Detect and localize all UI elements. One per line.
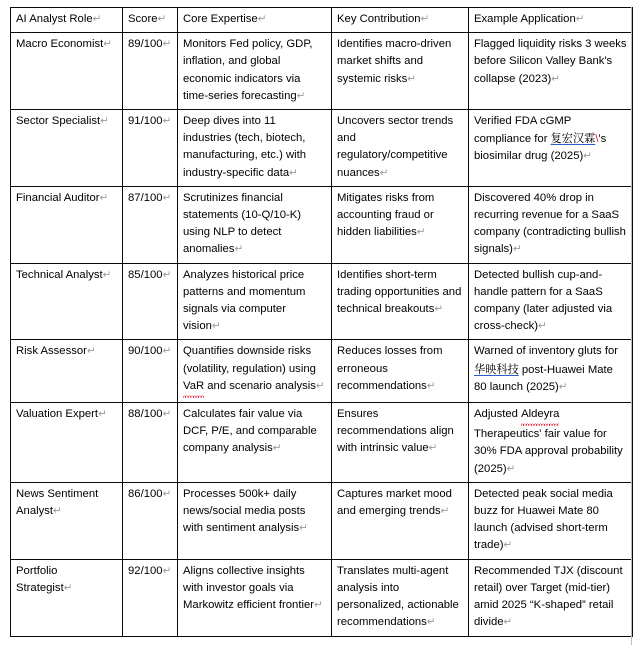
role-label: Risk Assessor [16,345,87,358]
spellcheck-mark-icon: \ [595,133,599,146]
cell-example-application[interactable] [469,110,633,187]
cell-core-expertise[interactable] [178,110,332,187]
paragraph-mark-icon: ↵ [157,13,167,25]
paragraph-mark-icon: ↵ [103,38,113,51]
table-row[interactable] [11,33,633,110]
paragraph-mark-icon: ↵ [100,115,109,128]
role-label: Sector Specialist [16,115,101,128]
core-expertise-text: Monitors Fed policy, GDP, inflation, and global economic indicators via time-series forecasting [183,38,313,102]
paragraph-mark-icon: ↵ [551,72,561,85]
cell-core-expertise[interactable] [178,263,332,340]
paragraph-mark-icon: ↵ [558,380,568,393]
paragraph-mark-icon: ↵ [86,345,96,358]
page-right-margin-line [631,7,632,645]
cell-example-application[interactable] [469,482,633,559]
paragraph-mark-icon: ↵ [426,616,436,629]
example-application-text: Recommended TJX (discount retail) over Target (mid-tier) amid 2025 “K-shaped” retail divide [474,564,623,629]
misspelled-term[interactable]: Aldeyra [521,406,559,426]
paragraph-mark-icon: ↵ [503,539,513,552]
cell-score[interactable] [123,559,178,636]
cell-score[interactable] [123,186,178,263]
cell-score[interactable] [123,263,178,340]
column-header-key-contribution [332,8,469,33]
hyperlinked-company-name[interactable]: 华映科技 [474,362,519,376]
paragraph-mark-icon: ↵ [315,379,325,392]
score-value: 90/100 [128,345,163,358]
key-contribution-text: Ensures recommendations align with intrinsic value [337,408,454,455]
ai-analyst-roles-table[interactable] [10,7,633,637]
paragraph-mark-icon: ↵ [434,303,444,316]
column-header-example-application [469,8,633,33]
cell-example-application[interactable] [469,403,633,483]
paragraph-mark-icon: ↵ [162,408,172,421]
paragraph-mark-icon: ↵ [98,408,107,421]
example-application-text-cont: Therapeutics' fair value for 30% FDA approval probability (2025) [474,428,623,475]
cell-key-contribution[interactable] [332,33,469,110]
paragraph-mark-icon: ↵ [162,38,172,51]
example-application-text: Warned of inventory gluts for [474,345,618,358]
cell-core-expertise[interactable] [178,33,332,110]
paragraph-mark-icon: ↵ [272,442,282,455]
key-contribution-text: Identifies short-term trading opportunities and technical breakouts [337,268,462,316]
core-expertise-text-cont: and scenario analysis [204,379,316,392]
paragraph-mark-icon: ↵ [162,191,172,204]
role-label: Portfolio Strategist [16,564,64,594]
key-contribution-text: Captures market mood and emerging trends [337,487,452,518]
column-header-score [123,8,178,33]
cell-role[interactable] [11,403,123,483]
role-label: Technical Analyst [16,268,103,281]
column-header-core-expertise [178,8,332,33]
paragraph-mark-icon: ↵ [102,268,112,281]
cell-example-application[interactable] [469,559,633,636]
cell-score[interactable] [123,482,178,559]
cell-key-contribution[interactable] [332,186,469,263]
cell-role[interactable] [11,263,123,340]
paragraph-mark-icon: ↵ [583,150,593,163]
cell-core-expertise[interactable] [178,482,332,559]
paragraph-mark-icon: ↵ [428,442,438,455]
paragraph-mark-icon: ↵ [420,13,430,25]
core-expertise-text: Scrutinizes financial statements (10-Q/10-K) using NLP to detect anomalies [183,191,302,256]
cell-role[interactable] [11,110,123,187]
paragraph-mark-icon: ↵ [162,115,172,128]
score-value: 91/100 [128,115,163,128]
cell-role[interactable] [11,482,123,559]
example-application-text: Detected peak social media buzz for Huawei Mate 80 launch (advised short-term trade) [474,487,613,552]
cell-example-application[interactable] [469,186,633,263]
column-header-role-label: AI Analyst Role [16,13,93,25]
paragraph-mark-icon: ↵ [162,345,172,358]
table-row[interactable] [11,482,633,559]
paragraph-mark-icon: ↵ [407,72,417,85]
score-value: 92/100 [128,564,163,577]
core-expertise-text: Analyzes historical price patterns and momentum signals via computer vision [183,268,306,333]
hyperlinked-company-name[interactable]: 复宏汉霖 [550,132,596,146]
table-row[interactable] [11,559,633,636]
cell-key-contribution[interactable] [332,340,469,403]
key-contribution-text: Mitigates risks from accounting fraud or hidden liabilities [337,191,435,239]
role-label: Valuation Expert [16,408,99,421]
example-application-text: Verified FDA cGMP compliance for [474,115,572,146]
cell-example-application[interactable] [469,33,633,110]
table-row[interactable] [11,186,633,263]
paragraph-mark-icon: ↵ [538,320,547,333]
table-header-row [11,8,633,33]
paragraph-mark-icon: ↵ [162,564,172,577]
paragraph-mark-icon: ↵ [512,243,522,256]
core-expertise-text: Processes 500k+ daily news/social media posts with sentiment analysis [183,487,306,535]
cell-key-contribution[interactable] [332,482,469,559]
paragraph-mark-icon: ↵ [426,379,436,392]
paragraph-mark-icon: ↵ [503,616,513,629]
paragraph-mark-icon: ↵ [257,13,267,25]
cell-score[interactable] [123,33,178,110]
column-header-example-application-label: Example Application [474,13,576,25]
example-application-text: Discovered 40% drop in recurring revenue for a SaaS company (contradicting bullish signals) [474,191,626,256]
score-value: 89/100 [128,38,163,51]
table-row[interactable] [11,110,633,187]
table-row[interactable] [11,340,633,403]
cell-role[interactable] [11,559,123,636]
cell-core-expertise[interactable] [178,403,332,483]
paragraph-mark-icon: ↵ [53,505,62,518]
paragraph-mark-icon: ↵ [99,191,109,204]
cell-score[interactable] [123,403,178,483]
role-label: News Sentiment Analyst [16,487,99,518]
column-header-score-label: Score [128,13,158,25]
score-value: 87/100 [128,191,163,204]
paragraph-mark-icon: ↵ [440,505,450,518]
role-label: Financial Auditor [16,191,100,204]
cell-key-contribution[interactable] [332,403,469,483]
paragraph-mark-icon: ↵ [289,166,298,179]
column-header-key-contribution-label: Key Contribution [337,13,421,25]
cell-example-application[interactable] [469,340,633,403]
key-contribution-text: Uncovers sector trends and regulatory/competitive nuances [337,115,454,179]
table-row[interactable] [11,263,633,340]
column-header-role [11,8,123,33]
column-header-core-expertise-label: Core Expertise [183,13,258,25]
cell-role[interactable] [11,186,123,263]
example-application-text-cont: 's biosimilar drug (2025) [474,133,607,163]
cell-core-expertise[interactable] [178,559,332,636]
paragraph-mark-icon: ↵ [575,13,585,25]
core-expertise-text: Quantifies downside risks (volatility, regulation) using [183,345,316,375]
cell-key-contribution[interactable] [332,110,469,187]
key-contribution-text: Translates multi-agent analysis into personalized, actionable recommendations [337,564,459,629]
paragraph-mark-icon: ↵ [299,522,308,535]
paragraph-mark-icon: ↵ [416,226,426,239]
table-row[interactable] [11,403,633,483]
paragraph-mark-icon: ↵ [162,487,172,500]
misspelled-term[interactable]: VaR [183,378,204,398]
cell-example-application[interactable] [469,263,633,340]
example-application-text: Adjusted [474,408,522,421]
paragraph-mark-icon: ↵ [211,320,221,333]
example-application-text: Detected bullish cup-and-handle pattern for a SaaS company (later adjusted via cross-check) [474,268,613,333]
score-value: 85/100 [128,268,163,281]
paragraph-mark-icon: ↵ [162,268,172,281]
paragraph-mark-icon: ↵ [296,89,306,102]
cell-score[interactable] [123,110,178,187]
paragraph-mark-icon: ↵ [63,581,73,594]
cell-core-expertise[interactable] [178,340,332,403]
score-value: 86/100 [128,487,163,500]
core-expertise-text: Calculates fair value via DCF, P/E, and comparable company analysis [183,408,317,455]
key-contribution-text: Identifies macro-driven market shifts and systemic risks [337,38,452,85]
role-label: Macro Economist [16,38,104,51]
cell-core-expertise[interactable] [178,186,332,263]
cell-role[interactable] [11,340,123,403]
cell-role[interactable] [11,33,123,110]
example-application-text: Flagged liquidity risks 3 weeks before Silicon Valley Bank's collapse (2023) [474,38,627,85]
paragraph-mark-icon: ↵ [92,13,102,25]
score-value: 88/100 [128,408,163,421]
cell-key-contribution[interactable] [332,559,469,636]
cell-key-contribution[interactable] [332,263,469,340]
paragraph-mark-icon: ↵ [506,462,516,475]
table-body [11,33,633,636]
core-expertise-text: Deep dives into 11 industries (tech, biotech, manufacturing, etc.) with industry-specific data [183,115,307,179]
key-contribution-text: Reduces losses from erroneous recommendations [337,345,443,392]
paragraph-mark-icon: ↵ [314,599,323,612]
cell-score[interactable] [123,340,178,403]
example-application-text-cont: post-Huawei Mate 80 launch (2025) [474,363,613,393]
core-expertise-text: Aligns collective insights with investor goals via Markowitz efficient frontier [183,564,315,612]
paragraph-mark-icon: ↵ [234,243,244,256]
paragraph-mark-icon: ↵ [379,166,389,179]
